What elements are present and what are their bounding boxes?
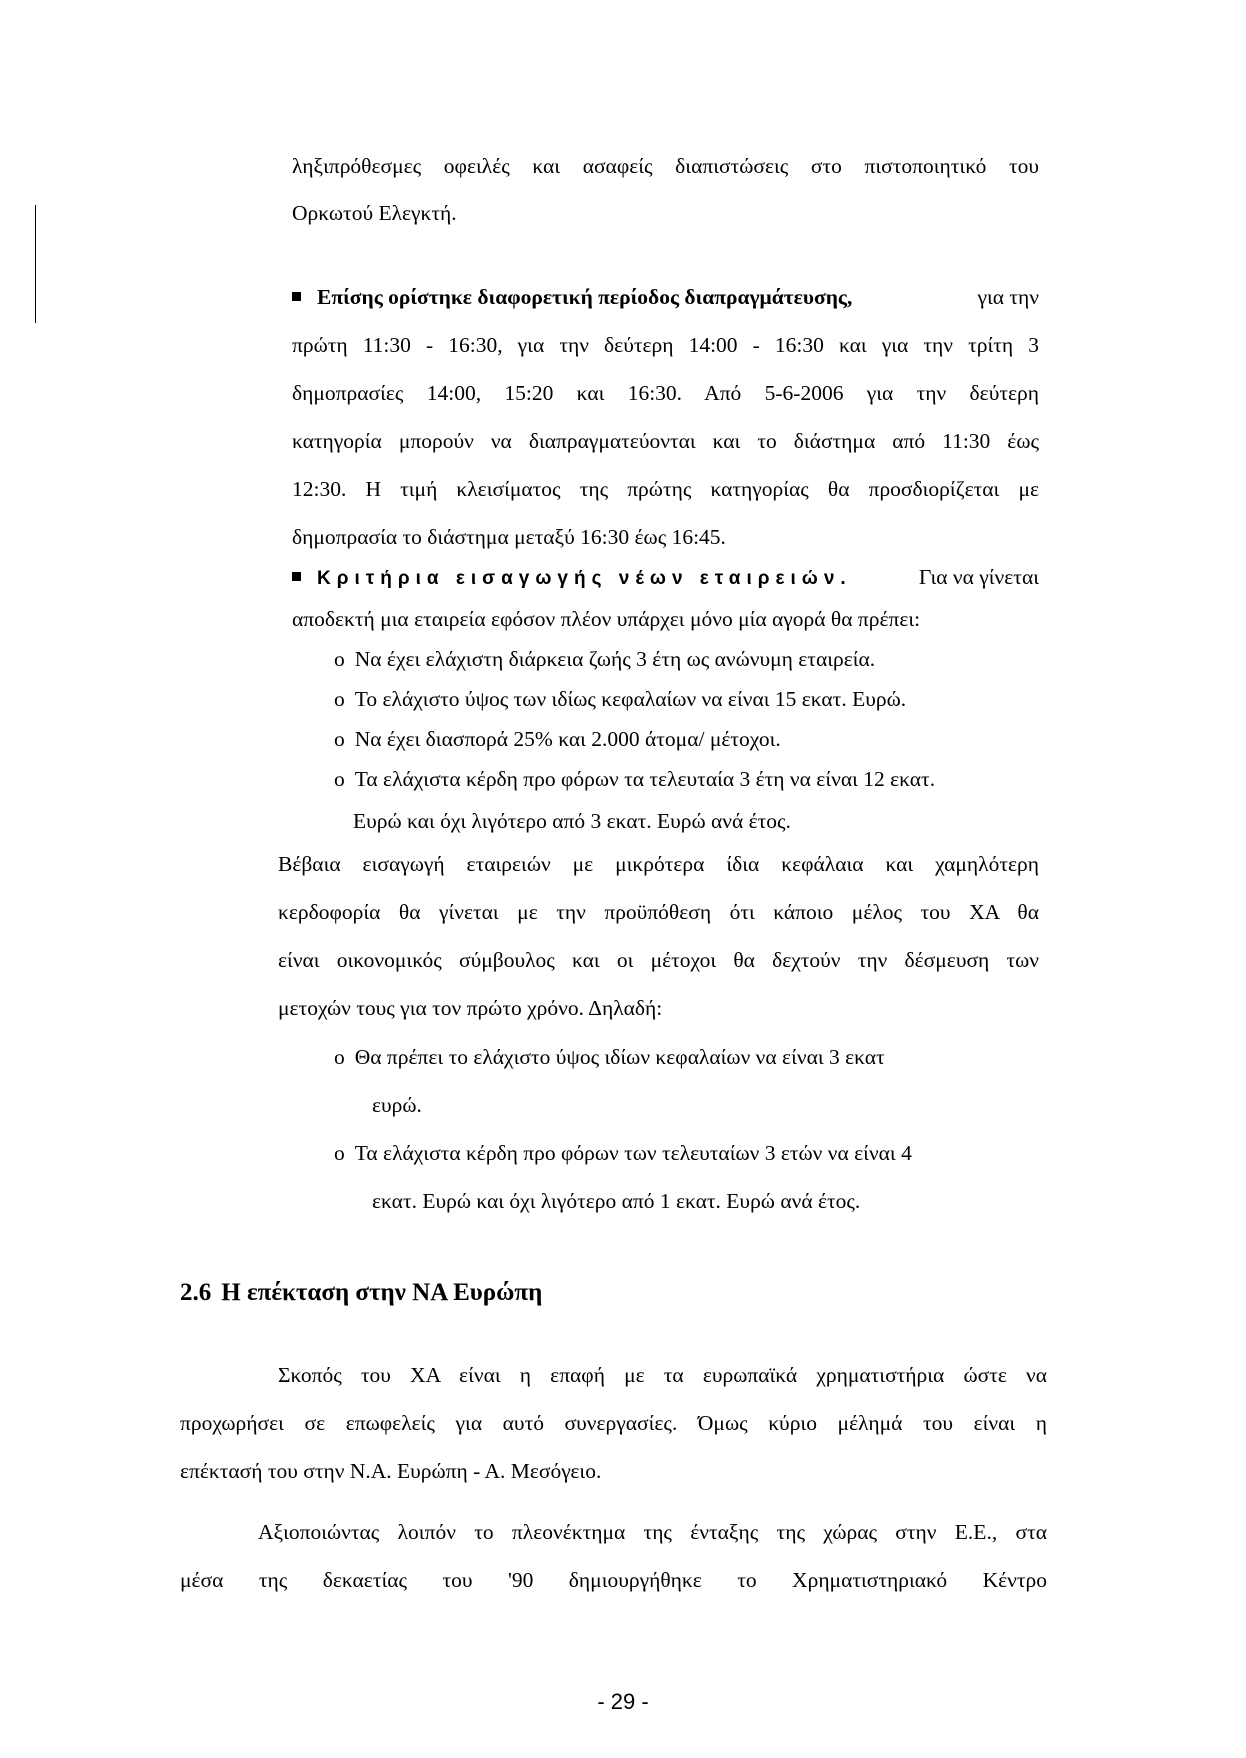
- text-line: κερδοφορία θα γίνεται με την προϋπόθεση ότι κάποιο μέλος του ΧΑ θα: [278, 900, 1039, 924]
- list-item: [334, 685, 906, 713]
- text-span: Για να γίνεται: [918, 565, 1039, 589]
- section-heading: [180, 1279, 542, 1307]
- text-line: προχωρήσει σε επωφελείς για αυτό συνεργασίες. Όμως κύριο μέλημά του είναι η: [180, 1411, 1047, 1435]
- text-line: δημοπρασίες 14:00, 15:20 και 16:30. Από 5-6-2006 για την δεύτερη: [292, 381, 1039, 405]
- list-item-text: Τα ελάχιστα κέρδη προ φόρων των τελευταίων 3 ετών να είναι 4: [354, 1141, 912, 1165]
- sub-bullet-marker: o: [334, 767, 345, 791]
- list-item: [334, 765, 935, 793]
- list-item: [334, 725, 781, 753]
- text-line: Ευρώ και όχι λιγότερο από 3 εκατ. Ευρώ ανά έτος.: [353, 809, 791, 833]
- text-line: πρώτη 11:30 - 16:30, για την δεύτερη 14:00 - 16:30 και για την τρίτη 3: [292, 333, 1039, 357]
- sub-bullet-marker: o: [334, 1045, 345, 1069]
- list-item-text: Να έχει ελάχιστη διάρκεια ζωής 3 έτη ως ανώνυμη εταιρεία.: [354, 647, 876, 671]
- bold-phrase: Επίσης ορίστηκε διαφορετική περίοδος διαπραγμάτευσης,: [317, 285, 853, 309]
- text-line: είναι οικονομικός σύμβουλος και οι μέτοχοι θα δεχτούν την δέσμευση των: [278, 948, 1039, 972]
- sub-bullet-marker: o: [334, 687, 345, 711]
- square-bullet-icon: [292, 572, 301, 581]
- text-line: μετοχών τους για τον πρώτο χρόνο. Δηλαδή:: [278, 996, 663, 1020]
- text-line: κατηγορία μπορούν να διαπραγματεύονται και το διάστημα από 11:30 έως: [292, 429, 1039, 453]
- text-span: για την: [977, 285, 1039, 309]
- text-line: Σκοπός του ΧΑ είναι η επαφή με τα ευρωπαϊκά χρηματιστήρια ώστε να: [278, 1363, 1047, 1387]
- section-number: 2.6: [180, 1279, 212, 1306]
- text-line: Βέβαια εισαγωγή εταιρειών με μικρότερα ίδια κεφάλαια και χαμηλότερη: [278, 852, 1039, 876]
- text-line: ληξιπρόθεσμες οφειλές και ασαφείς διαπιστώσεις στο πιστοποιητικό του: [292, 154, 1039, 178]
- spaced-heading: Κριτήρια εισαγωγής νέων εταιρειών.: [317, 568, 852, 589]
- square-bullet-icon: [292, 292, 301, 301]
- text-line: δημοπρασία το διάστημα μεταξύ 16:30 έως 16:45.: [292, 525, 726, 549]
- list-item-text: Τα ελάχιστα κέρδη προ φόρων τα τελευταία 3 έτη να είναι 12 εκατ.: [354, 767, 936, 791]
- text-line: ευρώ.: [372, 1093, 422, 1117]
- list-item: [334, 1043, 885, 1071]
- sub-bullet-marker: o: [334, 1141, 345, 1165]
- list-item: [334, 645, 875, 673]
- text-line: Αξιοποιώντας λοιπόν το πλεονέκτημα της ένταξης της χώρας στην Ε.Ε., στα: [258, 1520, 1047, 1544]
- text-line: εκατ. Ευρώ και όχι λιγότερο από 1 εκατ. Ευρώ ανά έτος.: [372, 1189, 861, 1213]
- text-line: Ορκωτού Ελεγκτή.: [292, 201, 457, 225]
- list-item-text: Να έχει διασπορά 25% και 2.000 άτομα/ μέτοχοι.: [354, 727, 781, 751]
- sub-bullet-marker: o: [334, 727, 345, 751]
- page-number: - 29 -: [597, 1689, 649, 1714]
- sub-bullet-marker: o: [334, 647, 345, 671]
- text-line: αποδεκτή μια εταιρεία εφόσον πλέον υπάρχει μόνο μία αγορά θα πρέπει:: [292, 607, 921, 631]
- bullet-item: [292, 283, 1039, 311]
- text-line: μέσα της δεκαετίας του '90 δημιουργήθηκε το Χρηματιστηριακό Κέντρο: [180, 1568, 1047, 1592]
- margin-rule: [35, 205, 36, 323]
- text-line: 12:30. Η τιμή κλεισίματος της πρώτης κατηγορίας θα προσδιορίζεται με: [292, 477, 1039, 501]
- list-item: [334, 1139, 912, 1167]
- list-item-text: Θα πρέπει το ελάχιστο ύψος ιδίων κεφαλαίων να είναι 3 εκατ: [354, 1045, 885, 1069]
- text-line: επέκτασή του στην Ν.Α. Ευρώπη - Α. Μεσόγειο.: [180, 1459, 602, 1483]
- list-item-text: Το ελάχιστο ύψος των ιδίως κεφαλαίων να είναι 15 εκατ. Ευρώ.: [354, 687, 907, 711]
- bullet-item: [292, 563, 1039, 593]
- section-title: Η επέκταση στην ΝΑ Ευρώπη: [221, 1279, 543, 1306]
